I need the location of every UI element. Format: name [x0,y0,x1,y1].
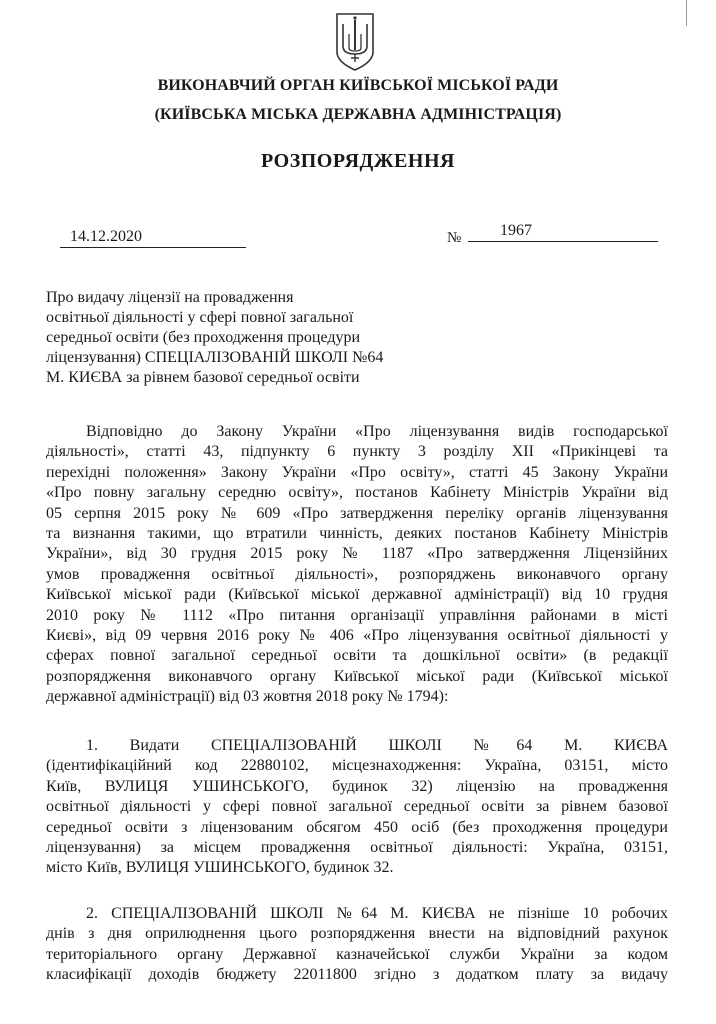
preamble-line: умов провадження освітньої діяльності», розпоряджень виконавчого органу [46,565,668,583]
preamble-line: 2010 року № 1112 «Про питання організації управління районами в місті [46,606,668,624]
scan-edge-mark [686,0,687,26]
subject-line: М. КИЄВА за рівнем базової середньої освіти [46,369,360,386]
preamble-line: Київської міської ради (Київської міської державної адміністрації) від 10 грудня [46,586,668,604]
item2-line: 2. СПЕЦІАЛІЗОВАНІЙ ШКОЛІ №64 М. КИЄВА не пізніше 10 робочих [86,905,668,922]
preamble-line: «Про повну загальну середню освіту», постанов Кабінету Міністрів України від [46,484,668,502]
item1-line: (ідентифікаційний код 22880102, місцезнаходження: Україна, 03151, місто [46,757,668,775]
preamble-line: 05 серпня 2015 року № 609 «Про затвердження переліку органів ліцензування [46,504,668,522]
preamble-line: сферах повної загальної середньої освіти та дошкільної освіти» (в редакції [46,647,668,665]
trident-emblem-icon [333,10,377,72]
subject-line: освітньої діяльності у сфері повної загальної [46,309,354,326]
item1-line: Київ, ВУЛИЦЯ УШИНСЬКОГО, будинок 32) ліцензію на провадження [46,777,668,795]
item1-line: освітньої діяльності у сфері повної загальної середньої освіти за рівнем базової [46,798,668,816]
number-underline [468,241,658,242]
document-number: 1967 [500,222,532,239]
preamble-line: розпорядження виконавчого органу Київської міської ради (Київської міської [46,667,668,685]
item1-line: місто Київ, ВУЛИЦЯ УШИНСЬКОГО, будинок 32. [46,859,394,877]
document-date: 14.12.2020 [70,228,142,245]
number-sign: № [447,230,462,246]
subject-line: ліцензування) СПЕЦІАЛІЗОВАНІЙ ШКОЛІ №64 [46,349,384,366]
order-item-1 [46,736,668,879]
preamble-line: перехідні положення» Закону України «Про освіту», статті 45 Закону України [46,463,668,481]
item1-line: середньої освіти з ліцензованим обсягом 450 осіб (без проходження процедури [46,818,668,836]
document-subject [46,288,446,388]
item1-line: 1. Видати СПЕЦІАЛІЗОВАНІЙ ШКОЛІ №64 М. КИЄВА [86,737,668,754]
subject-line: середньої освіти (без проходження процедури [46,329,361,346]
org-name-line1: ВИКОНАВЧИЙ ОРГАН КИЇВСЬКОЇ МІСЬКОЇ РАДИ [157,77,559,94]
preamble-line: державної адміністрації) від 03 жовтня 2018 року № 1794): [46,688,449,706]
item2-line: територіального органу Державної казначейської служби України за кодом [46,945,668,963]
preamble-line: діяльності», статті 43, підпункту 6 пункту 3 розділу XII «Прикінцеві та [46,443,668,461]
subject-line: Про видачу ліцензії на провадження [46,289,294,306]
date-underline [60,247,246,248]
preamble-line: Києві», від 09 червня 2016 року № 406 «Про ліцензування освітньої діяльності у [46,627,668,645]
item2-line: класифікації доходів бюджету 22011800 згідно з додатком плату за видачу [46,966,668,984]
preamble-line: та визнання такими, що втратили чинність, деяких постанов Кабінету Міністрів [46,525,668,543]
preamble-line: України», від 30 грудня 2015 року № 1187 «Про затвердження Ліцензійних [46,545,668,563]
preamble-line: Відповідно до Закону України «Про ліцензування видів господарської [86,423,668,440]
item1-line: ліцензування) за місцем провадження освітньої діяльності: Україна, 03151, [46,839,668,857]
org-name-line2: (КИЇВСЬКА МІСЬКА ДЕРЖАВНА АДМІНІСТРАЦІЯ) [154,106,562,123]
order-item-2 [46,904,668,986]
item2-line: днів з дня оприлюднення цього розпорядження внести на відповідний рахунок [46,925,668,943]
document-type-title: РОЗПОРЯДЖЕННЯ [261,150,455,172]
preamble-paragraph [46,422,668,708]
